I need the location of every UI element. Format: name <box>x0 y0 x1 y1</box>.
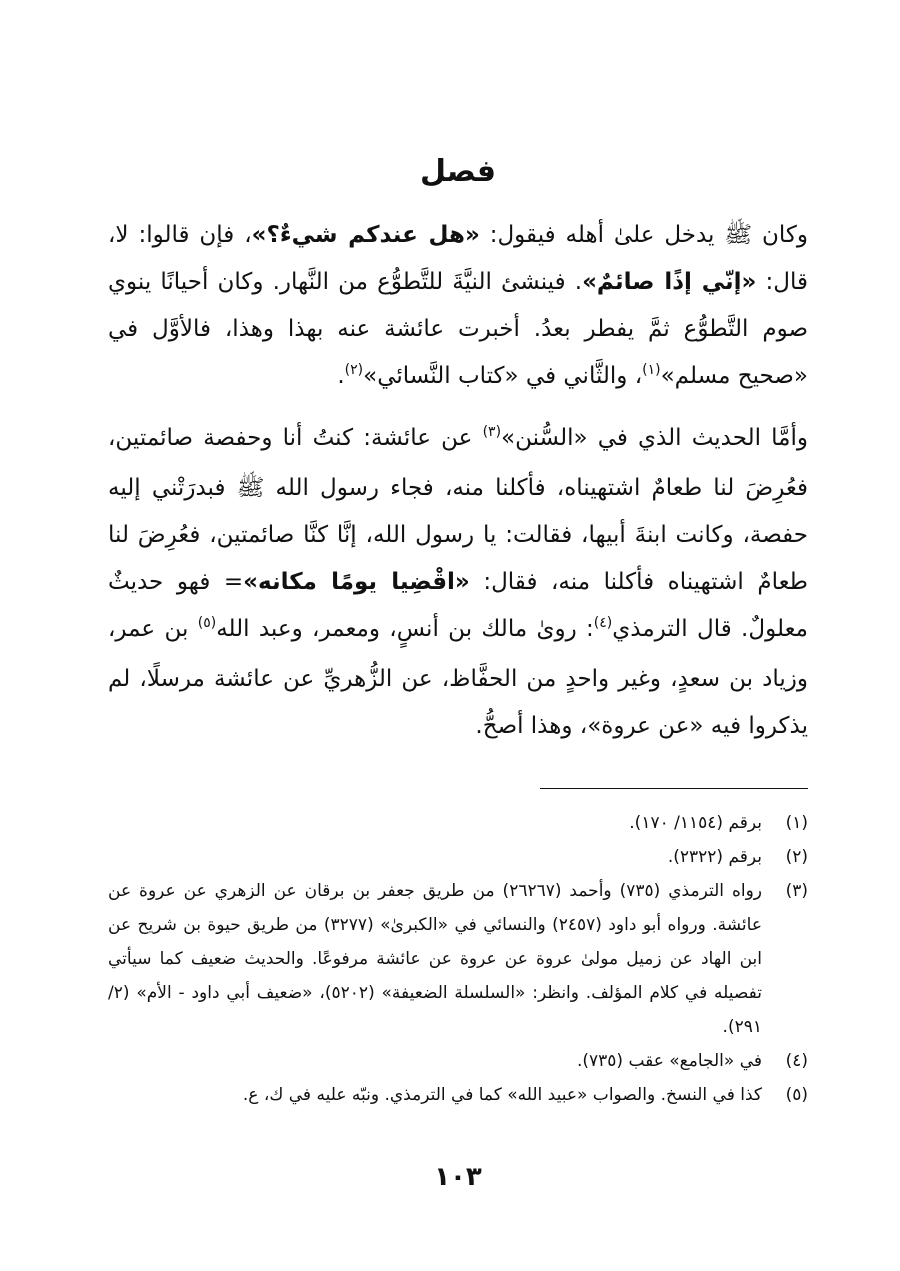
footnote-reference[interactable]: (١) <box>642 362 661 378</box>
text-run: بن عمر، وزياد بن سعدٍ، وغير واحدٍ من الحفَّاظ، عن الزُّهريِّ عن عائشة مرسلًا، لم يذكروا فيه «عن عروة»، وهذا أصحُّ. <box>108 616 808 739</box>
footnote-number: (٥) <box>785 1085 808 1105</box>
main-text <box>108 212 808 750</box>
footnote-number: (٣) <box>785 881 808 901</box>
footnote-number: (١) <box>785 813 808 833</box>
footnote-text: كذا في النسخ. والصواب «عبيد الله» كما في الترمذي. ونبّه عليه في ك، ع. <box>242 1085 762 1105</box>
footnote-reference[interactable]: (٢) <box>344 362 364 378</box>
text-run: وكان ﷺ يدخل علىٰ أهله فيقول: <box>479 222 808 248</box>
hadith-quote: «إنّي إذًا صائمٌ» <box>582 269 757 295</box>
text-run: عن عائشة: كنتُ أنا وحفصة صائمتين، فعُرِضَ لنا طعامٌ اشتهيناه، فأكلنا منه، فجاء رسول الله ﷺ فبدرَتْني إليه حفصة، وكانت ابنةَ أبيها، فقالت: يا رسول الله، إنَّا كنَّا صائمتين، فعُرِضَ لنا طعامٌ اشتهيناه فأكلنا منه، فقال: <box>108 425 808 595</box>
text-run: وأمَّا الحديث الذي في «السُّنن» <box>501 425 808 451</box>
text-run: . فينشئ النيَّةَ للتَّطوُّع من النَّهار. وكان أحيانًا ينوي صوم التَّطوُّع ثمَّ يفطر بعدُ. أخبرت عائشة عنه بهذا وهذا، فالأوَّل في «صحيح مسلم» <box>108 269 808 389</box>
text-run: = فهو حديثٌ معلولٌ. قال الترمذي <box>108 569 808 642</box>
text-run: . <box>337 363 345 389</box>
text-run: : روىٰ مالك بن أنسٍ، ومعمر، وعبد الله <box>216 616 594 642</box>
footnote-text: برقم (٢٣٢٢). <box>667 847 762 867</box>
paragraph <box>108 415 808 750</box>
footnotes <box>108 806 808 1112</box>
footnote-divider <box>540 788 808 789</box>
footnote-reference[interactable]: (٥) <box>197 615 217 631</box>
footnote-reference[interactable]: (٤) <box>593 615 613 631</box>
footnote-text: في «الجامع» عقب (٧٣٥). <box>576 1051 762 1071</box>
footnote-text: برقم (١١٥٤/ ١٧٠). <box>629 813 762 833</box>
footnote-item <box>108 840 808 874</box>
paragraph <box>108 212 808 403</box>
footnote-item <box>108 806 808 840</box>
footnote-number: (٢) <box>785 847 808 867</box>
footnote-item <box>108 1078 808 1112</box>
hadith-quote: «هل عندكم شيءٌ؟» <box>251 222 480 248</box>
footnote-reference[interactable]: (٣) <box>482 424 502 440</box>
footnote-text: رواه الترمذي (٧٣٥) وأحمد (٢٦٢٦٧) من طريق جعفر بن برقان عن الزهري عن عروة عن عائشة. ورواه أبو داود (٢٤٥٧) والنسائي في «الكبرىٰ» (٣٢٧٧) من طريق حيوة بن شريح عن ابن الهاد عن زميل مولىٰ عروة عن عروة عن عائشة مرفوعًا. والحديث ضعيف كما سيأتي تفصيله في كلام المؤلف. وانظر: «السلسلة الضعيفة» (٥٢٠٢)، «ضعيف أبي داود - الأم» (٢/ ٢٩١). <box>108 881 762 1037</box>
footnote-item <box>108 874 808 1044</box>
page-number: ١٠٣ <box>434 1162 482 1192</box>
text-run: ، والثَّاني في «كتاب النَّسائي» <box>363 363 643 389</box>
footnote-number: (٤) <box>785 1051 808 1071</box>
footnote-item <box>108 1044 808 1078</box>
book-page <box>108 0 808 1271</box>
text-run: ، فإن قالوا: لا، قال: <box>108 222 809 295</box>
section-heading: فصل <box>420 154 496 189</box>
hadith-quote: «اقْضِيا يومًا مكانه» <box>243 569 470 595</box>
